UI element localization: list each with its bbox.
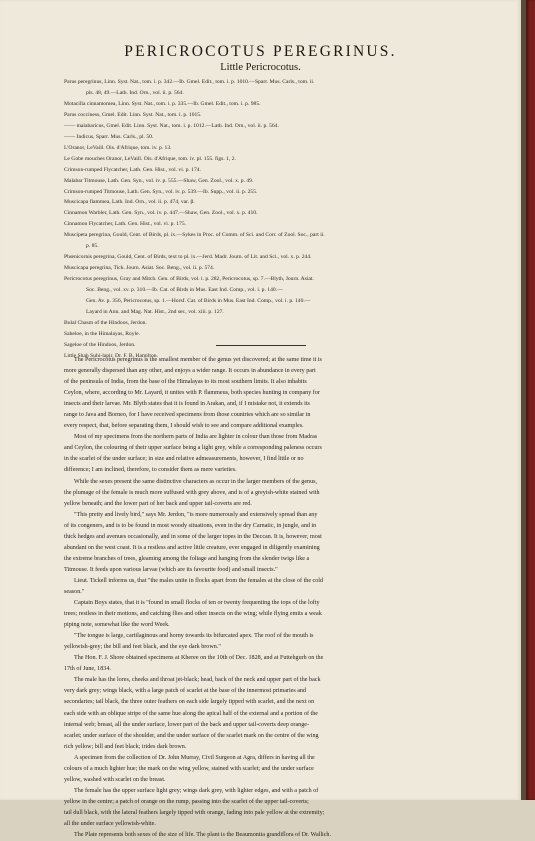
- body-text-line: piping note, somewhat like the word Week.: [64, 622, 170, 629]
- reference-line: Little Shah Suhi-lapir, Dr. F. B. Hamilton.: [64, 352, 158, 359]
- reference-line: Muscipeta peregrina, Gould, Cent. of Birds, pl. ix.—Sykes in Proc. of Comm. of Sci. and Corr. of Zool. Soc., part ii.: [64, 232, 325, 239]
- body-text-line: each side with an oblique stripe of the same hue along the apical half of the external and a portion of the: [64, 710, 318, 717]
- section-divider: [216, 345, 306, 346]
- body-text-line: scarlet; under surface of the shoulder, and the under surface of the scarlet mark on the centre of the wing: [64, 732, 319, 739]
- body-text-line: The Hon. F. J. Shore obtained specimens at Kheree on the 10th of Dec. 1828, and at Futtehgurh on the: [74, 655, 324, 662]
- body-text-line: difference; I am inclined, therefore, to consider them as mere varieties.: [64, 467, 237, 474]
- page-subtitle: Little Pericrocotus.: [220, 62, 301, 73]
- body-text-line: thick hedges and avenues occasionally, and in some of the larger topes in the Deccan. It is, however, most: [64, 533, 322, 540]
- body-text-line: Lieut. Tickell informs us, that "the males unite in flocks apart from the females at the close of the cold: [74, 577, 324, 584]
- body-text-line: The male has the lores, cheeks and throat jet-black; head, back of the neck and upper part of the back: [74, 677, 321, 684]
- body-text-line: every respect, that, before separating them, I should wish to see and compare additional examples.: [64, 423, 304, 430]
- reference-line: —— Indicus, Sparr. Mus. Carls., pl. 50.: [64, 133, 154, 140]
- reference-line: Le Gobe mouches Oranor, LeVaill. Ois. d'Afrique, tom. iv. pl. 155. figs. 1, 2.: [64, 155, 236, 162]
- reference-line: Bulal Chasm of the Hindoos, Jerdon.: [64, 319, 147, 326]
- body-text-line: the plumage of the female is much more suffused with grey above, and is of a greyish-white stained with: [64, 489, 320, 496]
- body-text-line: very dark grey; wings black, with a large patch of scarlet at the base of the innermost primaries and: [64, 688, 307, 695]
- body-text-line: season.": [64, 588, 85, 595]
- reference-line: L'Oranor, LeVaill. Ois. d'Afrique, tom. iv. p. 13.: [64, 144, 172, 151]
- body-text-line: 17th of June, 1834.: [64, 666, 111, 673]
- body-text-line: yellow beneath; and the lower part of her back and upper tail-coverts are red.: [64, 500, 252, 507]
- body-text-line: internal web; breast, all the under surface, lower part of the back and upper tail-coverts deep orange-: [64, 721, 309, 728]
- reference-line: pls. 48, 49.—Lath. Ind. Orn., vol. ii. p. 564.: [86, 89, 184, 96]
- body-text-line: insects and their larvae. Mr. Blyth states that it is found in Arakan, and, if I mistake not, it extends its: [64, 401, 310, 408]
- reference-line: Gen. Av. p. 356, Pericrocotus, sp. 1.—Horsf. Cat. of Birds in Mus. East Ind. Comp., vol. i. p. 140.—: [86, 298, 311, 305]
- reference-line: Muscicapa flammea, Lath. Ind. Orn., vol. ii. p. 474, var. β.: [64, 199, 195, 206]
- body-text-line: The Pericrocotus peregrinus is the smallest member of the genus yet discovered; at the same time it is: [74, 357, 322, 363]
- body-text-line: yellowish-grey; the bill and feet black, and the eye dark brown.": [64, 644, 221, 651]
- body-text-line: of the peninsula of India, from the base of the Himalayas to its most southern limits. It also inhabits: [64, 379, 307, 386]
- body-text-line: of its congeners, and is to be found in most woody situations, even in the dry Carnatic, in jungle, and in: [64, 522, 317, 529]
- body-text-line: Captain Boys states, that it is "found in small flocks of ten or twenty frequenting the tops of the lofty: [74, 600, 320, 607]
- body-text-line: abundant on the west coast. It is a restless and active little creature, ever engaged in diligently examining: [64, 544, 320, 551]
- body-text-line: Most of my specimens from the northern parts of India are lighter in colour than those from Madras: [74, 434, 318, 441]
- reference-line: Crimson-rumped Flycatcher, Lath. Gen. Hist., vol. vi. p. 174.: [64, 166, 201, 173]
- body-text-line: Titmouse. It feeds upon various larvae (which are its favourite food) and small insects.": [64, 566, 278, 573]
- body-text-line: The Plate represents both sexes of the size of life. The plant is the Beaumontia grandiflora of Dr. Wallich.: [74, 832, 332, 839]
- body-text-line: Ceylon, where, according to Mr. Layard, it unites with P. flammeus, both species hunting in company for: [64, 390, 320, 397]
- body-text-line: the extreme branches of trees, gleaming among the foliage and hanging from the slender twigs like a: [64, 555, 310, 562]
- body-text-line: colours of a much lighter hue; the mark on the wing yellow, stained with scarlet; and the under surface: [64, 765, 314, 772]
- body-text-line: yellow in the centre; a patch of orange on the rump, passing into the scarlet of the upper tail-coverts;: [64, 798, 309, 805]
- body-text-line: rich yellow; bill and feet black; irides dark brown.: [64, 743, 187, 750]
- reference-line: Cinnamon Flycatcher, Lath. Gen. Hist., vol. vi. p. 175.: [64, 221, 187, 228]
- reference-line: Phœnicornis peregrina, Gould, Cent. of Birds, text to pl. ix.—Jerd. Madr. Journ. of Lit. and Sci., vol. x. p. 244.: [64, 254, 312, 261]
- reference-line: Soc. Beng., vol. xv. p. 310.—Ib. Cat. of Birds in Mus. East Ind. Comp., vol. i. p. 140.—: [86, 287, 283, 294]
- reference-line: Malabar Titmouse, Lath. Gen. Syn., vol. iv. p. 555.—Shaw, Gen. Zool., vol. x. p. 49.: [64, 177, 254, 184]
- reference-line: Pericrocotus peregrinus, Gray and Mitch. Gen. of Birds, vol. i. p. 282, Pericrocotus, sp. 7.—Blyth, Journ. Asiat.: [64, 276, 314, 283]
- body-text-line: all the under surface yellowish-white.: [64, 820, 156, 827]
- body-text-line: trees; restless in their motions, and catching flies and other insects on the wing; while flying emits a weak: [64, 611, 322, 618]
- reference-line: Layard in Ann. and Mag. Nat. Hist., 2nd ser., vol. xiii. p. 127.: [86, 309, 224, 316]
- body-text-line: more generally dispersed than any other, and enjoys a wider range. It occurs in abundance in every part: [64, 368, 316, 375]
- reference-line: Motacilla cinnamomea, Linn. Syst. Nat., tom. i. p. 335.—Ib. Gmel. Edit., tom. i. p. 985.: [64, 100, 261, 107]
- species-description: [64, 355, 464, 841]
- body-text-line: and Ceylon, the colouring of their upper surface being a light grey, while a corresponding paleness occurs: [64, 445, 322, 452]
- body-text-line: in the scarlet of the under surface; in size and relative admeasurements, however, I find little or no: [64, 456, 304, 463]
- reference-line: —— malabaricus, Gmel. Edit. Linn. Syst. Nat., tom. i. p. 1012.—Lath. Ind. Orn., vol. ii. p. 564.: [64, 122, 279, 129]
- body-text-line: A specimen from the collection of Dr. John Murray, Civil Surgeon at Agra, differs in having all the: [74, 754, 315, 761]
- reference-line: Sageloe of the Hindoos, Jerdon.: [64, 341, 136, 348]
- reference-line: Parus cocciness, Gmel. Edit. Linn. Syst. Nat., tom. i. p. 1015.: [64, 111, 202, 118]
- body-text-line: tail dull black, with the lateral feathers largely tipped with orange, fading into pale yellow at the extremity;: [64, 809, 325, 816]
- reference-line: Crimson-rumped Titmouse, Lath. Gen. Syn., vol. iv. p. 539.—Ib. Supp., vol. ii. p. 255.: [64, 188, 258, 195]
- page-title: PERICROCOTUS PEREGRINUS.: [124, 43, 397, 60]
- body-text-line: "The tongue is large, cartilaginous and horny towards its bifurcated apex. The roof of the mouth is: [74, 633, 314, 640]
- reference-line: Cinnamon Warbler, Lath. Gen. Syn., vol. iv. p. 447.—Shaw, Gen. Zool., vol. x. p. 410.: [64, 210, 258, 217]
- book-binding-edge: [526, 0, 535, 800]
- reference-line: Muscicapa peregrina, Tick. Journ. Asiat. Soc. Beng., vol. ii. p. 574.: [64, 265, 215, 272]
- body-text-line: "This pretty and lively bird," says Mr. Jerdon, "is more numerously and extensively spread than any: [74, 511, 318, 518]
- reference-line: Saheloe, in the Himalayas, Royle.: [64, 330, 140, 337]
- reference-line: Parus peregrinus, Linn. Syst. Nat., tom. i. p. 342.—Ib. Gmel. Edit., tom. i. p. 1010.—Sparr. Mus. Carls., tom. ii.: [64, 79, 315, 85]
- body-text-line: While the sexes present the same distinctive characters as occur in the larger members of the genus,: [74, 478, 318, 485]
- body-text-line: yellow, washed with scarlet on the breast.: [64, 776, 166, 783]
- body-text-line: secondaries; tail black, the three outer feathers on each side largely tipped with scarlet, and the next on: [64, 699, 315, 706]
- reference-line: p. 85.: [86, 243, 99, 250]
- synonymy-references: [64, 77, 464, 362]
- body-text-line: The female has the upper surface light grey; wings dark grey, with lighter edges, and with a patch of: [74, 787, 319, 794]
- body-text-line: range to Java and Borneo, for I have received specimens from those countries which are so similar in: [64, 412, 311, 419]
